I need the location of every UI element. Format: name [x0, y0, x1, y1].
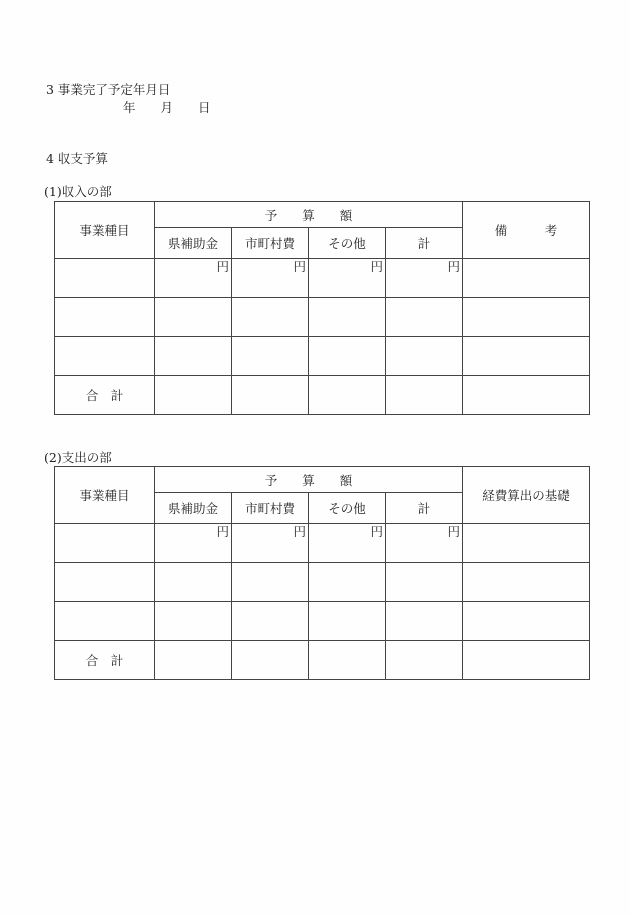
- income-total-total[interactable]: [386, 376, 463, 415]
- income-total-municipal[interactable]: [232, 376, 309, 415]
- expense-row3-prefecture[interactable]: [155, 602, 232, 641]
- table-row: [55, 298, 590, 337]
- expense-header-item: 事業種目: [55, 467, 155, 524]
- table-row: [55, 602, 590, 641]
- income-header-remarks: 備 考: [463, 202, 590, 259]
- expense-total-municipal[interactable]: [232, 641, 309, 680]
- income-header-budget: 予 算 額: [155, 202, 463, 228]
- income-row2-total[interactable]: [386, 298, 463, 337]
- expense-caption: (2)支出の部: [44, 450, 112, 465]
- income-header-item: 事業種目: [55, 202, 155, 259]
- income-row2-prefecture[interactable]: [155, 298, 232, 337]
- table-total-row: [55, 641, 590, 680]
- expense-col-other: その他: [309, 493, 386, 524]
- expense-row2-other[interactable]: [309, 563, 386, 602]
- expense-row1-basis[interactable]: [463, 524, 590, 563]
- expense-col-total: 計: [386, 493, 463, 524]
- income-col-municipal: 市町村費: [232, 228, 309, 259]
- income-col-total: 計: [386, 228, 463, 259]
- section4-heading: 4 収支予算: [46, 151, 108, 166]
- expense-table: [54, 466, 590, 680]
- income-row2-item[interactable]: [55, 298, 155, 337]
- income-row1-prefecture[interactable]: 円: [155, 259, 232, 298]
- expense-header-budget: 予 算 額: [155, 467, 463, 493]
- expense-col-municipal: 市町村費: [232, 493, 309, 524]
- expense-row3-basis[interactable]: [463, 602, 590, 641]
- income-col-other: その他: [309, 228, 386, 259]
- expense-row2-municipal[interactable]: [232, 563, 309, 602]
- expense-total-label: 合 計: [55, 641, 155, 680]
- expense-total-total[interactable]: [386, 641, 463, 680]
- expense-row2-basis[interactable]: [463, 563, 590, 602]
- expense-total-basis[interactable]: [463, 641, 590, 680]
- income-row2-other[interactable]: [309, 298, 386, 337]
- income-row1-total[interactable]: 円: [386, 259, 463, 298]
- expense-row2-item[interactable]: [55, 563, 155, 602]
- expense-row1-item[interactable]: [55, 524, 155, 563]
- section3-heading: 3 事業完了予定年月日: [46, 82, 171, 97]
- expense-row1-municipal[interactable]: 円: [232, 524, 309, 563]
- expense-row1-total[interactable]: 円: [386, 524, 463, 563]
- income-row1-municipal[interactable]: 円: [232, 259, 309, 298]
- income-row3-prefecture[interactable]: [155, 337, 232, 376]
- expense-row3-item[interactable]: [55, 602, 155, 641]
- table-row: [55, 563, 590, 602]
- income-row2-remarks[interactable]: [463, 298, 590, 337]
- income-total-label: 合 計: [55, 376, 155, 415]
- expense-row2-total[interactable]: [386, 563, 463, 602]
- expense-header-basis: 経費算出の基礎: [463, 467, 590, 524]
- income-row3-remarks[interactable]: [463, 337, 590, 376]
- income-row1-item[interactable]: [55, 259, 155, 298]
- income-caption: (1)収入の部: [44, 184, 112, 199]
- income-table: [54, 201, 590, 415]
- income-total-prefecture[interactable]: [155, 376, 232, 415]
- income-row3-other[interactable]: [309, 337, 386, 376]
- income-row3-municipal[interactable]: [232, 337, 309, 376]
- income-row3-total[interactable]: [386, 337, 463, 376]
- table-row: [55, 259, 590, 298]
- income-row2-municipal[interactable]: [232, 298, 309, 337]
- expense-row3-other[interactable]: [309, 602, 386, 641]
- completion-date-field[interactable]: 年 月 日: [123, 100, 211, 115]
- income-col-prefecture-subsidy: 県補助金: [155, 228, 232, 259]
- expense-row3-total[interactable]: [386, 602, 463, 641]
- income-row3-item[interactable]: [55, 337, 155, 376]
- expense-total-prefecture[interactable]: [155, 641, 232, 680]
- income-total-other[interactable]: [309, 376, 386, 415]
- income-total-remarks[interactable]: [463, 376, 590, 415]
- expense-row2-prefecture[interactable]: [155, 563, 232, 602]
- table-row: [55, 524, 590, 563]
- expense-col-prefecture-subsidy: 県補助金: [155, 493, 232, 524]
- expense-total-other[interactable]: [309, 641, 386, 680]
- table-total-row: [55, 376, 590, 415]
- table-row: [55, 337, 590, 376]
- expense-row3-municipal[interactable]: [232, 602, 309, 641]
- income-row1-remarks[interactable]: [463, 259, 590, 298]
- income-row1-other[interactable]: 円: [309, 259, 386, 298]
- expense-row1-other[interactable]: 円: [309, 524, 386, 563]
- expense-row1-prefecture[interactable]: 円: [155, 524, 232, 563]
